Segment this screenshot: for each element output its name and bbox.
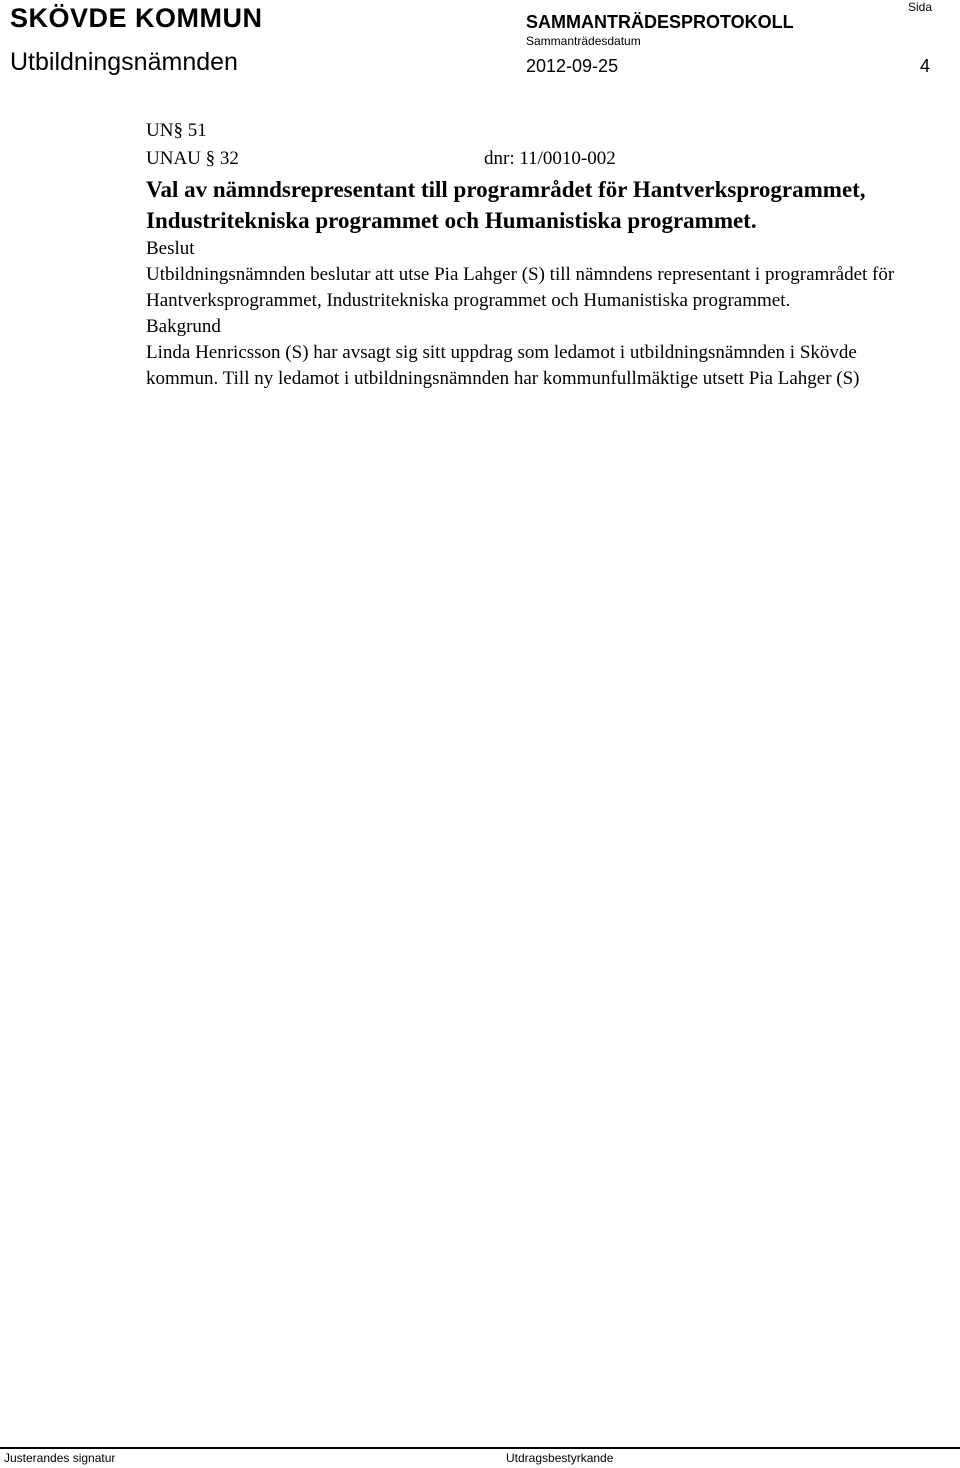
decision-text: Utbildningsnämnden beslutar att utse Pia Lahger (S) till nämndens representant i programrådet för Hantverksprogrammet, Industritekniska programmet och Humanistiska programmet. <box>146 264 895 311</box>
page-label: Sida <box>907 0 932 14</box>
municipality-logo: SKÖVDE KOMMUN <box>10 3 263 33</box>
paragraph-reference-unau-text: UNAU § 32 <box>146 148 239 169</box>
extract-certification-label: Utdragsbestyrkande <box>506 1451 614 1465</box>
paragraph-reference-unau <box>146 146 906 174</box>
meeting-date-label: Sammanträdesdatum <box>526 34 641 48</box>
item-heading: Val av nämndsrepresentant till programrådet för Hantverksprogrammet, Industritekniska programmet och Humanistiska programmet. <box>146 177 866 233</box>
page-number: 4 <box>919 56 930 76</box>
paragraph-reference-un: UN§ 51 <box>146 120 207 141</box>
protocol-title: SAMMANTRÄDESPROTOKOLL <box>526 12 794 32</box>
signature-label: Justerandes signatur <box>4 1451 116 1465</box>
background-heading: Bakgrund <box>146 316 221 337</box>
background-text: Linda Henricsson (S) har avsagt sig sitt uppdrag som ledamot i utbildningsnämnden i Skövde kommun. Till ny ledamot i utbildningsnämnden har kommunfullmäktige utsett Pia Lahger (S) <box>146 342 860 389</box>
decision-heading: Beslut <box>146 238 195 259</box>
document-body <box>146 118 906 392</box>
committee-name: Utbildningsnämnden <box>10 48 238 76</box>
footer-divider <box>0 1447 960 1449</box>
case-number: dnr: 11/0010-002 <box>484 148 616 169</box>
meeting-date: 2012-09-25 <box>526 56 619 76</box>
